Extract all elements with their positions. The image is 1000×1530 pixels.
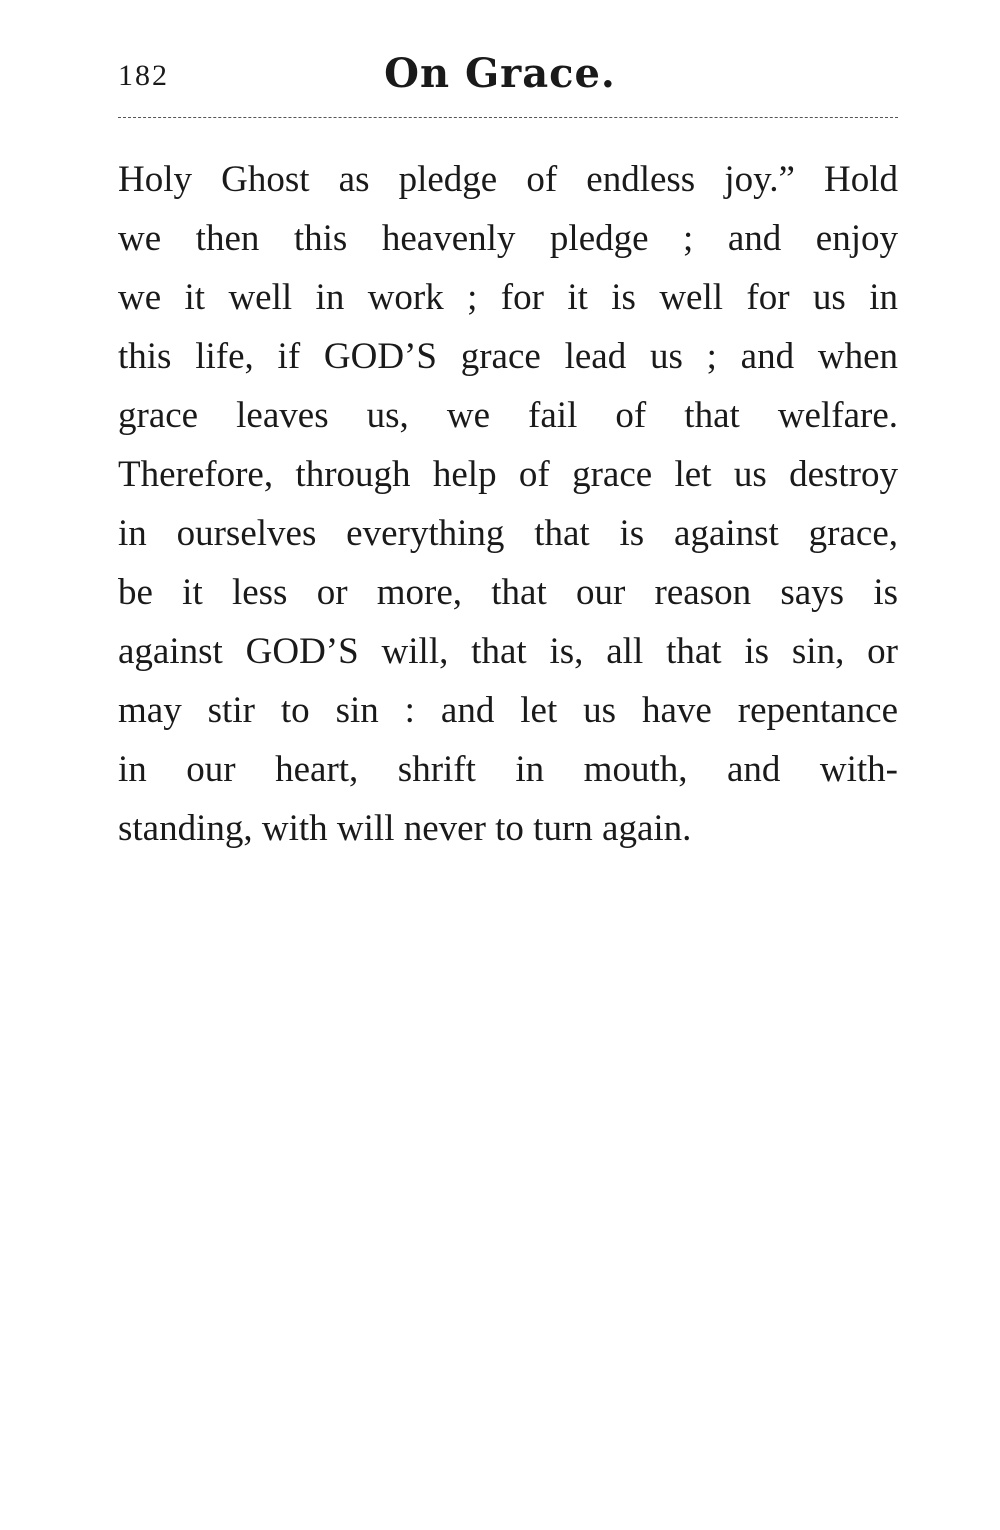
body-text bbox=[118, 150, 898, 858]
text-line: against GOD’S will, that is, all that is sin, or bbox=[118, 631, 898, 672]
header-rule bbox=[118, 117, 898, 118]
text-line: we it well in work ; for it is well for us in bbox=[118, 277, 898, 318]
text-line: standing, with will never to turn again. bbox=[118, 808, 692, 849]
text-line: in ourselves everything that is against grace, bbox=[118, 513, 898, 554]
text-line: may stir to sin : and let us have repentance bbox=[118, 690, 898, 731]
text-line: grace leaves us, we fail of that welfare. bbox=[118, 395, 898, 436]
text-line: be it less or more, that our reason says is bbox=[118, 572, 898, 613]
text-line: we then this heavenly pledge ; and enjoy bbox=[118, 218, 898, 259]
text-line: in our heart, shrift in mouth, and with- bbox=[118, 749, 898, 790]
text-line: Therefore, through help of grace let us destroy bbox=[118, 454, 898, 495]
text-line: this life, if GOD’S grace lead us ; and when bbox=[118, 336, 898, 377]
running-title: On Grace. bbox=[384, 50, 616, 97]
text-line: Holy Ghost as pledge of endless joy.” Hold bbox=[118, 159, 898, 200]
page-number: 182 bbox=[118, 59, 169, 92]
